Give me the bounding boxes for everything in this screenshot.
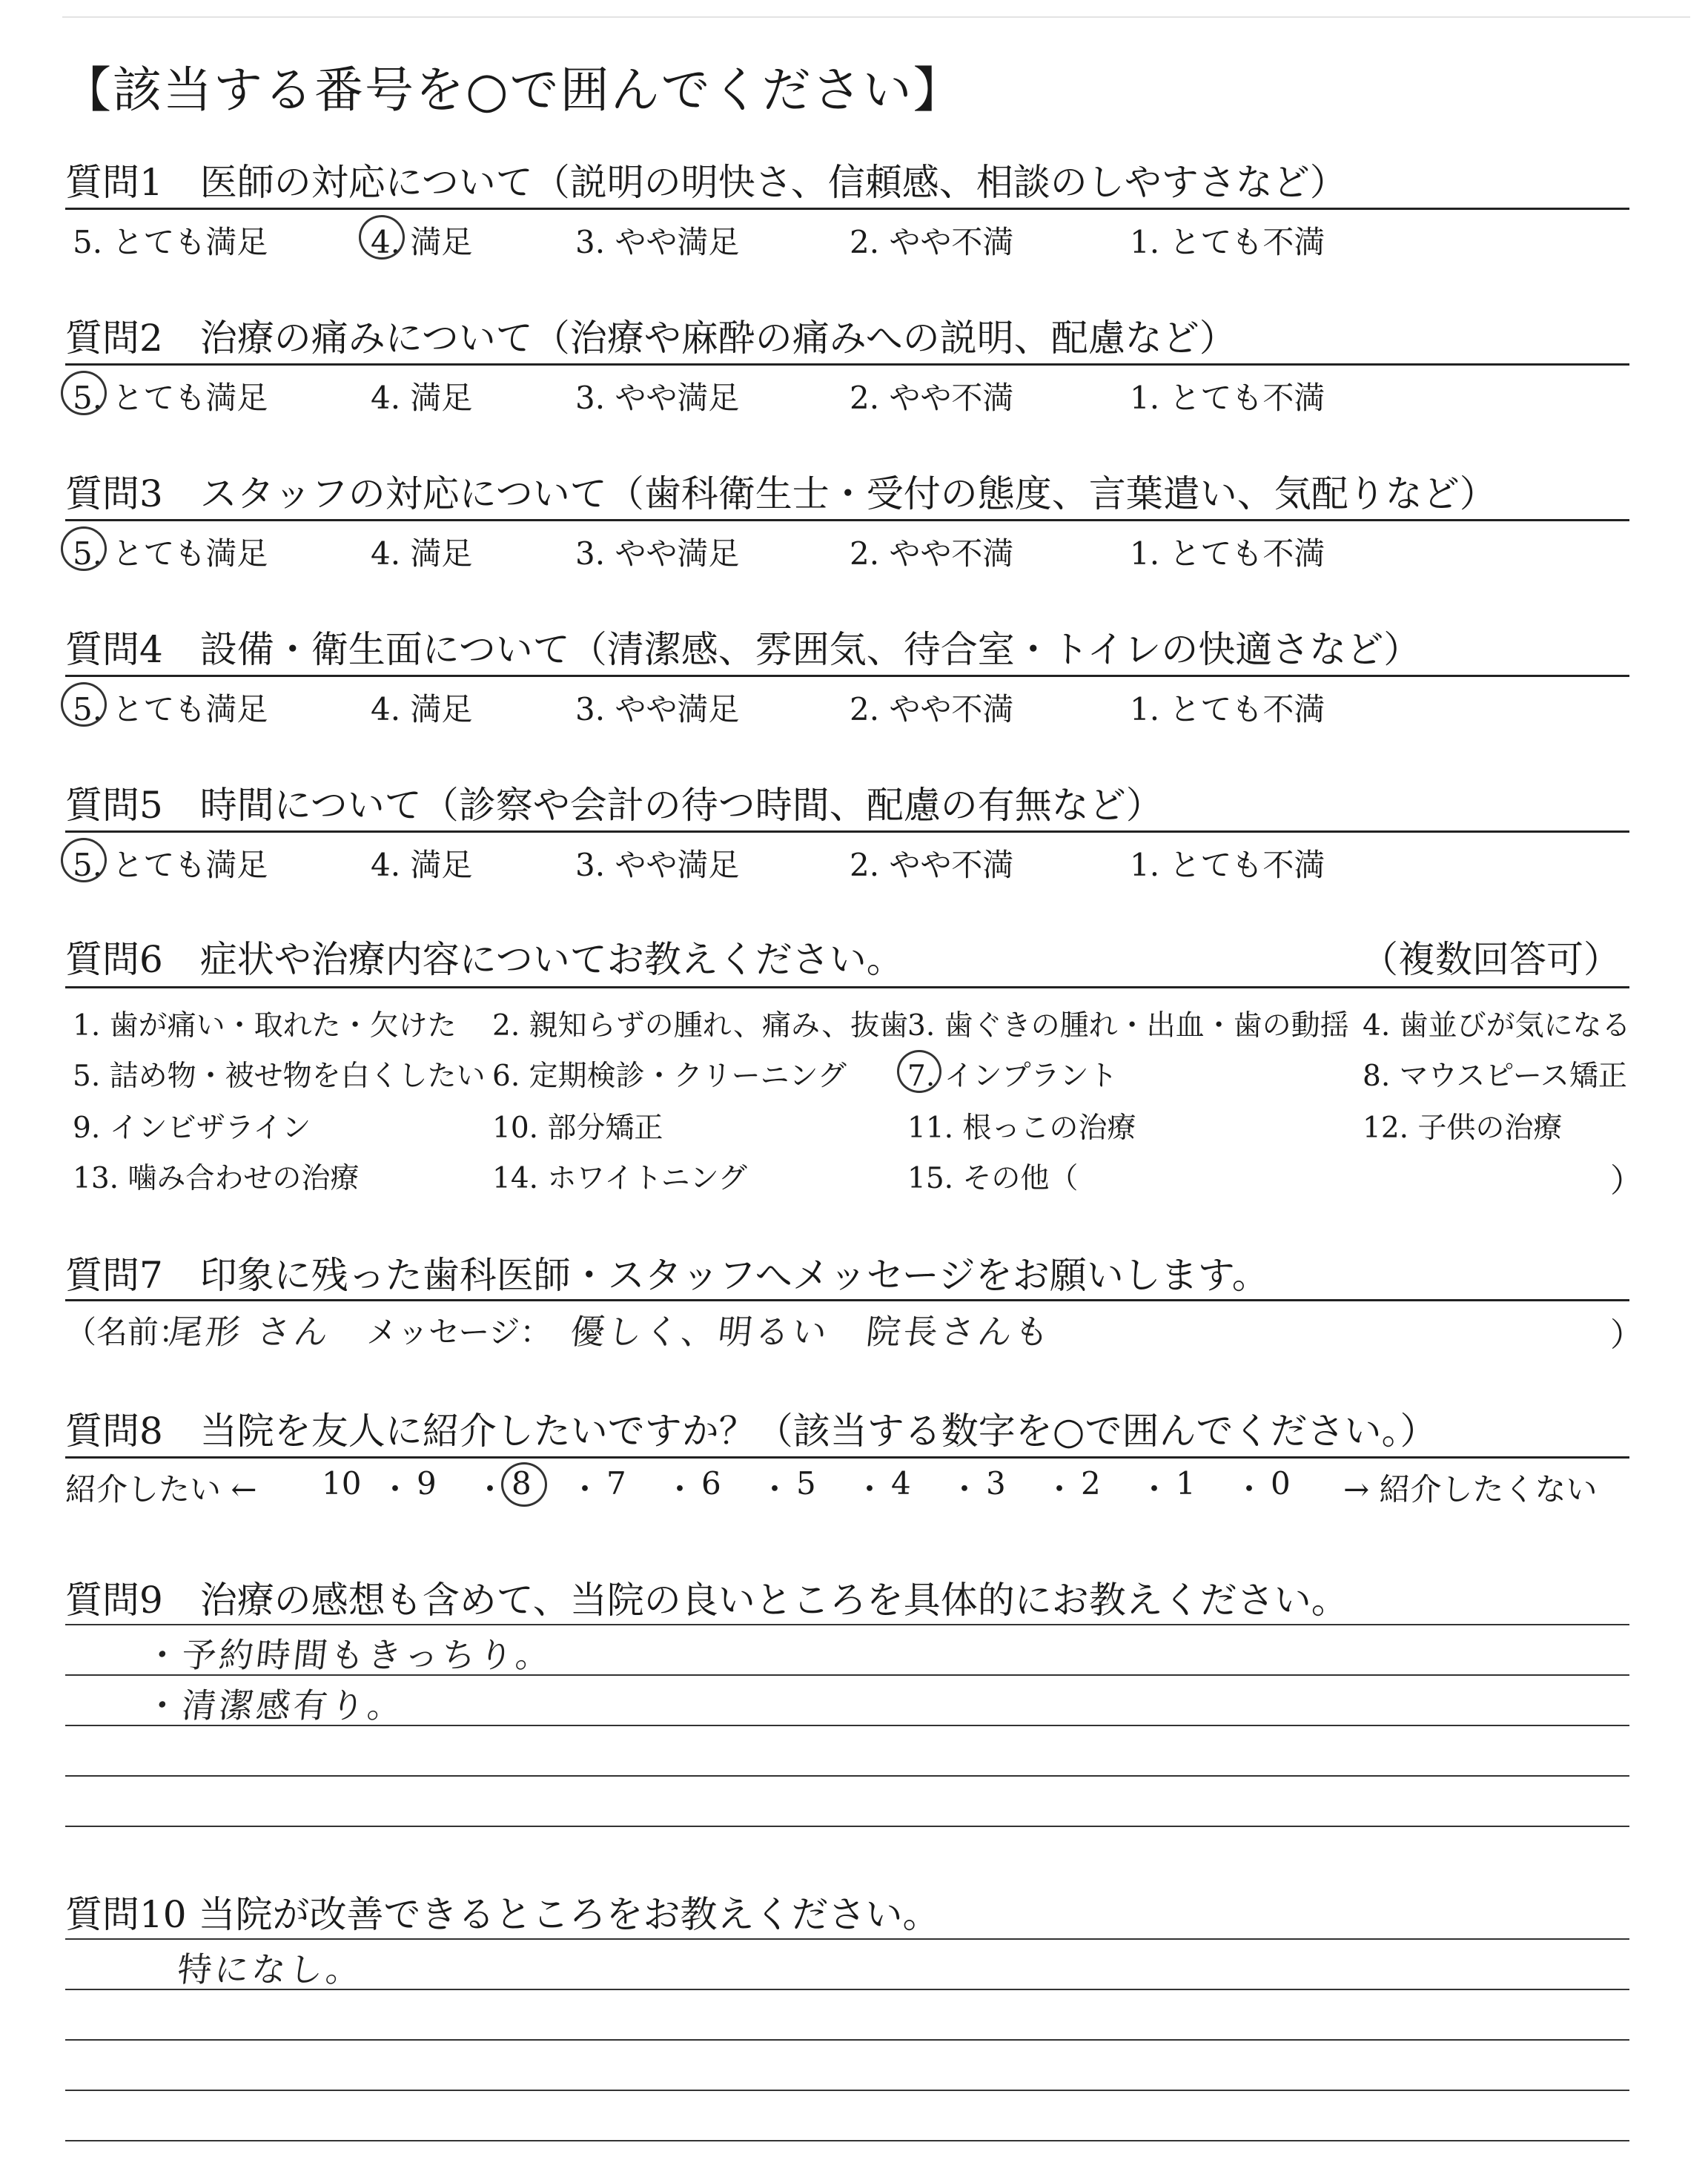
- q6-rule: [65, 986, 1629, 988]
- q10-title: 質問10 当院が改善できるところをお教えください。: [65, 1893, 940, 1936]
- form-title: 【該当する番号を○で囲んでください】: [62, 62, 964, 119]
- q8-separator: ・: [664, 1471, 696, 1507]
- q8-separator: ・: [1234, 1471, 1265, 1507]
- q8-separator: ・: [854, 1471, 886, 1507]
- q7-name-handwriting: 尾形 さん: [166, 1312, 334, 1352]
- q8-scale-value[interactable]: 0: [1271, 1465, 1291, 1502]
- q9-line: [65, 1826, 1629, 1827]
- q5-option[interactable]: 2. やや不満: [850, 847, 1014, 883]
- q8-scale-value[interactable]: 7: [606, 1465, 626, 1502]
- q8-scale-value[interactable]: 10: [322, 1465, 362, 1502]
- q7-message-label: メッセージ：: [366, 1314, 552, 1350]
- q9-answer: ・清潔感有り。: [142, 1685, 407, 1725]
- q3-option[interactable]: 1. とても不満: [1130, 535, 1325, 572]
- q8-right-label: → 紹介したくない: [1343, 1471, 1598, 1507]
- q6-option[interactable]: 13. 噛み合わせの治療: [73, 1162, 360, 1195]
- q9-answer: ・予約時間もきっちり。: [142, 1635, 555, 1675]
- answer-circle: [61, 526, 107, 571]
- q4-option[interactable]: 1. とても不満: [1130, 691, 1325, 727]
- q6-option[interactable]: 7. インプラント: [907, 1060, 1118, 1093]
- q6-option[interactable]: 4. 歯並びが気になる: [1363, 1009, 1631, 1043]
- q8-scale-value[interactable]: 6: [701, 1465, 721, 1502]
- q4-option[interactable]: 3. やや満足: [575, 691, 740, 727]
- q6-other-close: ）: [1610, 1162, 1643, 1200]
- q2-option[interactable]: 1. とても不満: [1130, 380, 1325, 416]
- q9-line: [65, 1775, 1629, 1777]
- q8-separator: ・: [759, 1471, 791, 1507]
- q2-rule: [65, 363, 1629, 366]
- q1-option[interactable]: 2. やや不満: [850, 224, 1014, 260]
- q8-scale-value[interactable]: 8: [512, 1465, 532, 1502]
- q1-option[interactable]: 1. とても不満: [1130, 224, 1325, 260]
- q3-title: 質問3 スタッフの対応について（歯科衛生士・受付の態度、言葉遣い、気配りなど）: [65, 472, 1497, 515]
- q8-scale-value[interactable]: 9: [417, 1465, 437, 1502]
- q8-rule: [65, 1456, 1629, 1459]
- q3-rule: [65, 519, 1629, 521]
- q6-option[interactable]: 3. 歯ぐきの腫れ・出血・歯の動揺: [907, 1009, 1349, 1043]
- q8-scale-value[interactable]: 4: [891, 1465, 911, 1502]
- q6-option[interactable]: 6. 定期検診・クリーニング: [492, 1060, 847, 1093]
- q4-title: 質問4 設備・衛生面について（清潔感、雰囲気、待合室・トイレの快適さなど）: [65, 628, 1421, 671]
- q8-separator: ・: [949, 1471, 981, 1507]
- q7-close: ）: [1610, 1316, 1643, 1354]
- q8-separator: ・: [569, 1471, 601, 1507]
- q6-option[interactable]: 8. マウスピース矯正: [1363, 1060, 1627, 1093]
- q8-scale-value[interactable]: 2: [1081, 1465, 1101, 1502]
- q1-option[interactable]: 3. やや満足: [575, 224, 740, 260]
- q7-title: 質問7 印象に残った歯科医師・スタッフへメッセージをお願いします。: [65, 1254, 1269, 1297]
- top-divider: [62, 16, 1690, 18]
- q3-option[interactable]: 5. とても満足: [73, 535, 268, 572]
- answer-circle: [61, 371, 107, 415]
- q7-name-label: （名前：: [65, 1314, 191, 1350]
- q7-message-handwriting: 優しく、明るい 院長さんも: [568, 1312, 1054, 1352]
- q2-option[interactable]: 2. やや不満: [850, 380, 1014, 416]
- q1-option[interactable]: 5. とても満足: [73, 224, 268, 260]
- q8-scale-value[interactable]: 5: [796, 1465, 816, 1502]
- q6-option[interactable]: 12. 子供の治療: [1363, 1112, 1563, 1145]
- q8-separator: ・: [380, 1471, 411, 1507]
- q5-title: 質問5 時間について（診察や会計の待つ時間、配慮の有無など）: [65, 784, 1163, 827]
- q10-line: [65, 2090, 1629, 2091]
- q4-rule: [65, 675, 1629, 677]
- q10-answer: 特になし。: [175, 1949, 365, 1989]
- q5-option[interactable]: 3. やや満足: [575, 847, 740, 883]
- q2-option[interactable]: 3. やや満足: [575, 380, 740, 416]
- q9-line: [65, 1624, 1629, 1625]
- q4-option[interactable]: 4. 満足: [371, 691, 473, 727]
- q6-option[interactable]: 5. 詰め物・被せ物を白くしたい: [73, 1060, 486, 1093]
- q9-title: 質問9 治療の感想も含めて、当院の良いところを具体的にお教えください。: [65, 1579, 1348, 1622]
- q8-title: 質問8 当院を友人に紹介したいですか？（該当する数字を○で囲んでください。）: [65, 1410, 1437, 1453]
- q2-title: 質問2 治療の痛みについて（治療や麻酔の痛みへの説明、配慮など）: [65, 317, 1237, 360]
- q8-scale-value[interactable]: 3: [986, 1465, 1006, 1502]
- q1-rule: [65, 208, 1629, 210]
- q10-line: [65, 2039, 1629, 2041]
- answer-circle: [61, 682, 107, 727]
- q6-option[interactable]: 1. 歯が痛い・取れた・欠けた: [73, 1009, 457, 1043]
- q1-title: 質問1 医師の対応について（説明の明快さ、信頼感、相談のしやすさなど）: [65, 161, 1347, 204]
- q7-rule: [65, 1299, 1629, 1301]
- q4-option[interactable]: 2. やや不満: [850, 691, 1014, 727]
- q6-option[interactable]: 11. 根っこの治療: [907, 1112, 1136, 1145]
- q6-option[interactable]: 15. その他（: [907, 1162, 1079, 1195]
- q10-line: [65, 1938, 1629, 1940]
- q5-option[interactable]: 1. とても不満: [1130, 847, 1325, 883]
- q8-separator: ・: [474, 1471, 506, 1507]
- q3-option[interactable]: 4. 満足: [371, 535, 473, 572]
- q6-option[interactable]: 9. インビザライン: [73, 1112, 311, 1145]
- q8-left-label: 紹介したい ←: [65, 1471, 257, 1507]
- answer-circle: [501, 1462, 547, 1507]
- q8-separator: ・: [1044, 1471, 1076, 1507]
- q2-option[interactable]: 5. とても満足: [73, 380, 268, 416]
- answer-circle: [61, 838, 107, 882]
- q6-option[interactable]: 10. 部分矯正: [492, 1112, 663, 1145]
- q10-line: [65, 2140, 1629, 2141]
- q6-option[interactable]: 2. 親知らずの腫れ、痛み、抜歯: [492, 1009, 909, 1043]
- q2-option[interactable]: 4. 満足: [371, 380, 473, 416]
- q3-option[interactable]: 3. やや満足: [575, 535, 740, 572]
- q6-option[interactable]: 14. ホワイトニング: [492, 1162, 747, 1195]
- q6-title: 質問6 症状や治療内容についてお教えください。: [65, 938, 904, 981]
- q8-separator: ・: [1139, 1471, 1171, 1507]
- q8-scale-value[interactable]: 1: [1176, 1465, 1196, 1502]
- q1-option[interactable]: 4. 満足: [371, 224, 473, 260]
- q4-option[interactable]: 5. とても満足: [73, 691, 268, 727]
- q5-option[interactable]: 5. とても満足: [73, 847, 268, 883]
- q6-note: （複数回答可）: [1361, 938, 1621, 981]
- answer-circle: [897, 1050, 941, 1093]
- answer-circle: [359, 215, 405, 260]
- q5-option[interactable]: 4. 満足: [371, 847, 473, 883]
- q5-rule: [65, 830, 1629, 833]
- q3-option[interactable]: 2. やや不満: [850, 535, 1014, 572]
